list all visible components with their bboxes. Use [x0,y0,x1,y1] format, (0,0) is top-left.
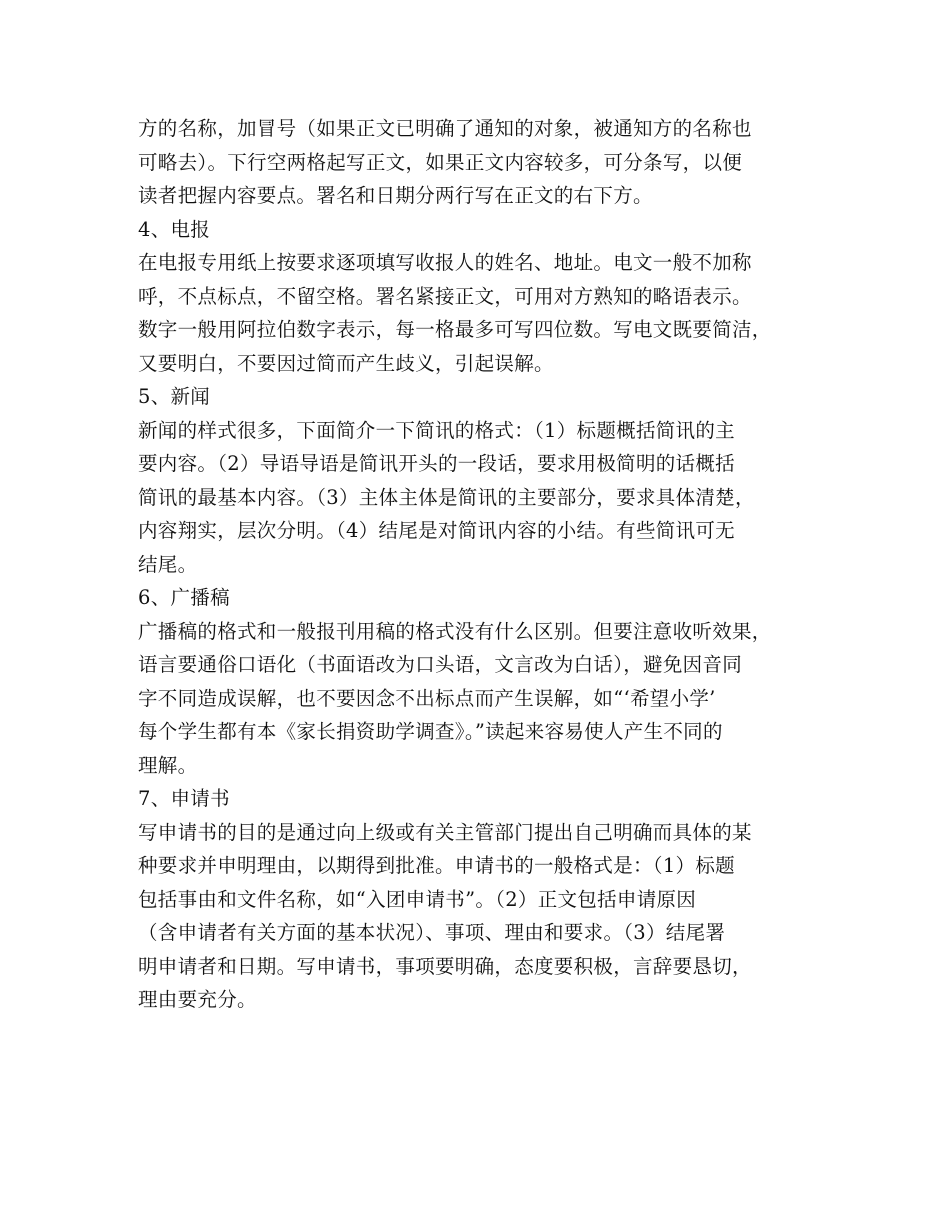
text-line: 新闻的样式很多，下面简介一下简讯的格式：（1）标题概括简讯的主 [138,418,735,442]
text-line: 读者把握内容要点。署名和日期分两行写在正文的右下方。 [138,184,653,207]
text-line: 广播稿的格式和一般报刊用稿的格式没有什么区别。但要注意收听效果， [138,619,772,643]
text-line: 写申请书的目的是通过向上级或有关主管部门提出自己明确而具体的某 [138,820,752,844]
text-line: 结尾。 [138,552,198,576]
section-heading-news: 5、新闻 [138,385,211,408]
text-line: 理由要充分。 [138,988,257,1011]
text-line: 语言要通俗口语化（书面语改为口头语，文言改为白话），避免因音同 [138,653,743,676]
text-line: 数字一般用阿拉伯数字表示，每一格最多可写四位数。写电文既要简洁， [138,318,772,341]
document-body [138,112,828,1017]
text-line: 包括事由和文件名称，如“入团申请书”。（2）正文包括申请原因 [138,887,697,911]
text-line: 又要明白，不要因过简而产生歧义，引起误解。 [138,351,554,375]
text-line: （含申请者有关方面的基本状况）、事项、理由和要求。（3）结尾署 [138,921,726,944]
text-line: 方的名称，加冒号（如果正文已明确了通知的对象，被通知方的名称也 [138,117,752,140]
text-line: 呼，不点标点，不留空格。署名紧接正文，可用对方熟知的略语表示。 [138,284,752,308]
text-line: 可略去）。下行空两格起写正文，如果正文内容较多，可分条写，以便 [138,150,743,174]
section-heading-broadcast: 6、广播稿 [138,586,230,609]
text-line: 理解。 [138,753,198,777]
text-line: 内容翔实，层次分明。（4）结尾是对简讯内容的小结。有些简讯可无 [138,519,735,542]
text-line: 简讯的最基本内容。（3）主体主体是简讯的主要部分，要求具体清楚， [138,485,755,509]
section-heading-telegram: 4、电报 [138,217,211,241]
text-line: 种要求并申明理由，以期得到批准。申请书的一般格式是：（1）标题 [138,854,735,877]
text-line: 要内容。（2）导语导语是简讯开头的一段话，要求用极简明的话概括 [138,452,735,475]
section-heading-application: 7、申请书 [138,787,230,810]
text-line: 在电报专用纸上按要求逐项填写收报人的姓名、地址。电文一般不加称 [138,251,752,274]
text-line: 每个学生都有本《家长捐资助学调查》。”读起来容易使人产生不同的 [138,720,723,743]
text-line: 明申请者和日期。写申请书，事项要明确，态度要积极，言辞要恳切， [138,954,752,978]
text-line: 字不同造成误解，也不要因念不出标点而产生误解，如“‘希望小学’ [138,686,716,710]
